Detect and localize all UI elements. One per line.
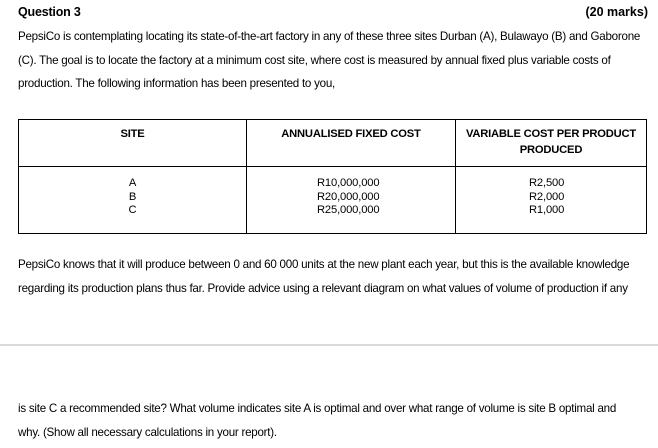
questions-line: why. (Show all necessary calculations in your report). bbox=[18, 425, 277, 439]
table-cell-site: B bbox=[128, 190, 137, 203]
question-marks: (20 marks) bbox=[585, 5, 648, 19]
intro-line: (C). The goal is to locate the factory at a minimum cost site, where cost is measured by annual fixed plus variable costs of bbox=[18, 53, 611, 67]
site-cost-table bbox=[18, 119, 647, 234]
intro-paragraph bbox=[18, 25, 650, 96]
table-cell-variable-cost: R2,000 bbox=[529, 190, 565, 203]
fixed-cost-column bbox=[317, 177, 379, 218]
header-site-label: SITE bbox=[120, 128, 145, 140]
questions-line: is site C a recommended site? What volume indicates site A is optimal and over what range of volume is site B optimal and bbox=[18, 402, 617, 415]
table-cell-variable-cost: R2,500 bbox=[529, 177, 565, 189]
section-divider bbox=[0, 344, 658, 346]
header-variable-cost bbox=[456, 126, 646, 158]
table-header-divider bbox=[19, 166, 646, 167]
intro-line: production. The following information has been presented to you, bbox=[18, 77, 335, 90]
question-header bbox=[18, 5, 648, 23]
table-cell-fixed-cost: R25,000,000 bbox=[317, 204, 380, 216]
knowledge-line: PepsiCo knows that it will produce between 0 and 60 000 units at the new plant each year, but this is the available knowledge bbox=[18, 258, 630, 271]
table-cell-fixed-cost: R10,000,000 bbox=[317, 177, 380, 189]
questions-paragraph bbox=[18, 397, 650, 444]
site-column bbox=[19, 177, 246, 218]
table-cell-variable-cost: R1,000 bbox=[529, 204, 565, 216]
question-title: Question 3 bbox=[18, 5, 81, 19]
header-fixed-cost bbox=[247, 126, 455, 142]
header-variable-cost-label: PRODUCED bbox=[519, 144, 583, 156]
intro-line: PepsiCo is contemplating locating its state-of-the-art factory in any of these three sites Durban (A), Bulawayo (B) and Gaborone bbox=[18, 30, 641, 43]
variable-cost-column bbox=[529, 177, 564, 218]
knowledge-line: regarding its production plans thus far. Provide advice using a relevant diagram on what values of volume of production if any bbox=[18, 281, 628, 295]
header-fixed-cost-label: ANNUALISED FIXED COST bbox=[281, 128, 421, 140]
table-cell-site: C bbox=[128, 204, 137, 216]
knowledge-paragraph bbox=[18, 253, 650, 300]
table-cell-site: A bbox=[128, 177, 137, 189]
table-cell-fixed-cost: R20,000,000 bbox=[317, 190, 380, 203]
header-variable-cost-label: VARIABLE COST PER PRODUCT bbox=[465, 128, 637, 140]
header-site bbox=[19, 126, 246, 142]
